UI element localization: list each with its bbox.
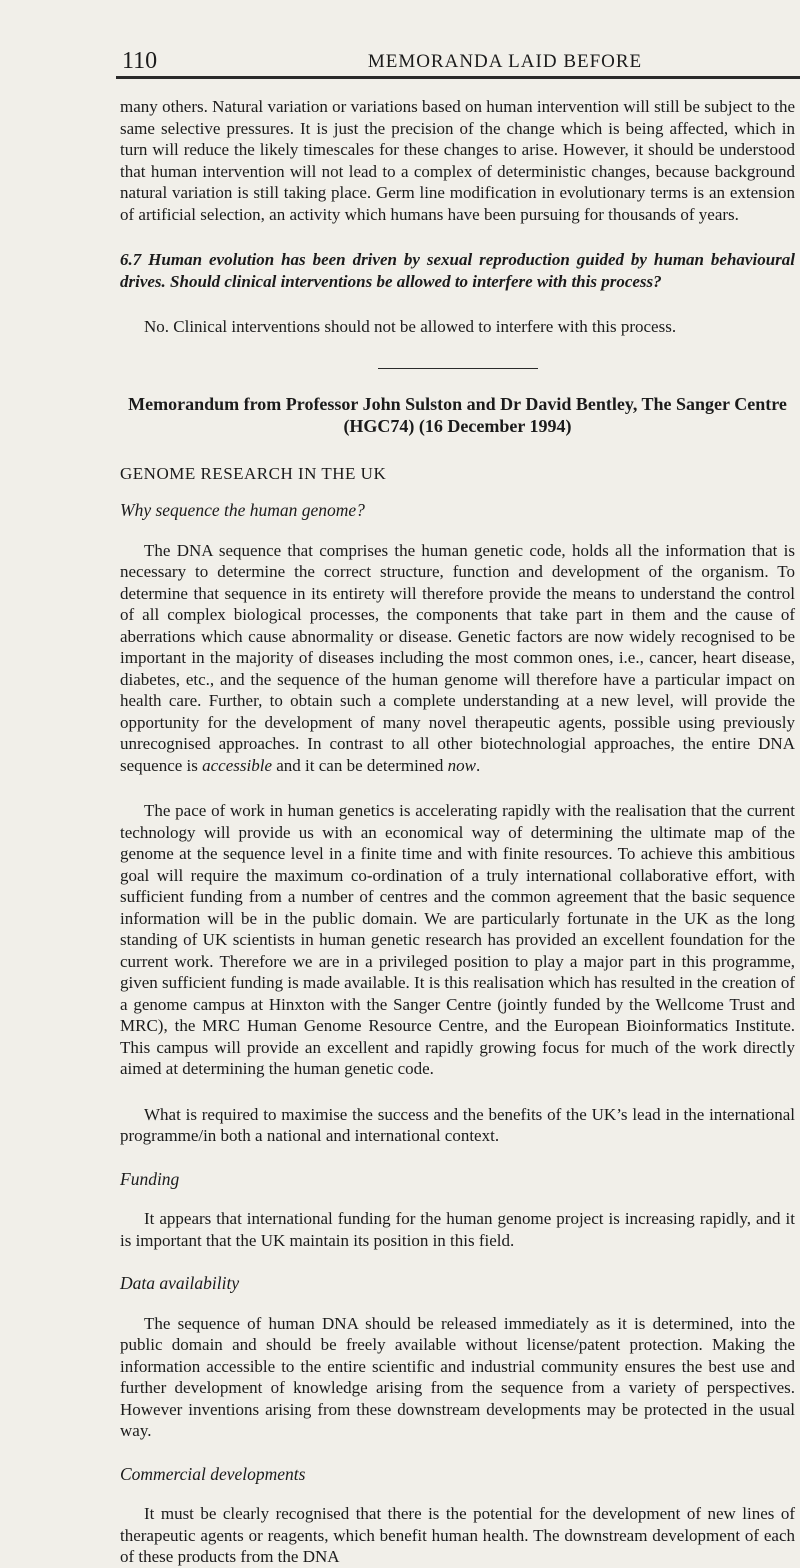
dna-text-end: . bbox=[475, 755, 481, 775]
subheading-why-sequence: Why sequence the human genome? bbox=[120, 500, 365, 520]
dna-text-mid: and it can be determined bbox=[272, 755, 448, 775]
section-separator bbox=[378, 368, 538, 369]
memorandum-title: Memorandum from Professor John Sulston and Dr David Bentley, The Sanger Centre (HGC74) (16 December 1994) bbox=[128, 393, 787, 436]
paragraph-funding: It appears that international funding for the human genome project is increasing rapidly, and it is important that the UK maintain its position in this field. bbox=[120, 1209, 795, 1250]
page-number: 110 bbox=[122, 48, 158, 74]
document-body bbox=[120, 96, 795, 1568]
paragraph-commercial-developments: It must be clearly recognised that there is the potential for the development of new lines of therapeutic agents or reagents, which benefit human health. The downstream development of each of these products from the DNA bbox=[120, 1504, 795, 1566]
paragraph-pace-of-work: The pace of work in human genetics is accelerating rapidly with the realisation that the current technology will provide us with an economical way of determining the ultimate map of the genome at the sequence level in a finite time and with finite resources. To achieve this ambitious goal will require the maximum co-ordination of a truly international collaborative effort, with sufficient funding from a number of centres and the common agreement that the basic sequence information will be in the public domain. We are particularly fortunate in the UK as the long standing of UK scientists in human genetic research has provided an excellent foundation for the current work. Therefore we are in a privileged position to play a major part in this programme, given sufficient funding is made available. It is this realisation which has resulted in the creation of a genome campus at Hinxton with the Sanger Centre (jointly funded by the Wellcome Trust and MRC), the MRC Human Genome Resource Centre, and the European Bioinformatics Institute. This campus will provide an excellent and rapidly growing focus for much of the work directly aimed at determining the human genetic code. bbox=[120, 801, 795, 1078]
subheading-commercial-developments: Commercial developments bbox=[120, 1463, 306, 1484]
question-6-7: 6.7 Human evolution has been driven by sexual reproduction guided by human behavioural drives. Should clinical interventions be allowed to interfere with this process? bbox=[120, 250, 795, 291]
subheading-data-availability: Data availability bbox=[120, 1273, 240, 1293]
answer-6-7: No. Clinical interventions should not be allowed to interfere with this process. bbox=[144, 317, 677, 336]
paragraph-continuation: many others. Natural variation or variations based on human intervention will still be subject to the same selective pressures. It is just the precision of the change which is being affected, which in turn will reduce the likely timescales for these changes to arise. However, it should be understood that human intervention will not lead to a complex of deterministic changes, because background natural variation is still taking place. Germ line modification in evolutionary terms is an extension of artificial selection, an activity which humans have been pursuing for thousands of years. bbox=[120, 97, 795, 224]
header-rule bbox=[116, 76, 800, 79]
dna-text-accessible: accessible bbox=[202, 755, 272, 775]
dna-text-now: now bbox=[447, 755, 476, 775]
paragraph-dna-sequence bbox=[120, 540, 795, 777]
paragraph-data-availability: The sequence of human DNA should be released immediately as it is determined, into the public domain and should be freely available without license/patent protection. Making the information accessible to the entire scientific and industrial community ensures the best use and further development of knowledge arising from the sequence from a variety of perspectives. However inventions arising from these downstream developments may be protected in the usual way. bbox=[120, 1313, 795, 1440]
page-header bbox=[0, 0, 800, 76]
running-head: MEMORANDA LAID BEFORE bbox=[367, 51, 643, 72]
paragraph-what-is-required: What is required to maximise the success and the benefits of the UK’s lead in the international programme/in both a national and international context. bbox=[120, 1104, 795, 1145]
section-heading: GENOME RESEARCH IN THE UK bbox=[120, 463, 387, 483]
subheading-funding: Funding bbox=[120, 1168, 180, 1189]
dna-text-main: The DNA sequence that comprises the human genetic code, holds all the information that is necessary to determine the correct structure, function and development of the organism. To determine that sequence in its entirety will therefore provide the means to understand the control of all complex biological processes, the components that take part in them and the cause of aberrations which cause abnormality or disease. Genetic factors are now widely recognised to be important in the majority of diseases including the most common ones, i.e., cancer, heart disease, diabetes, etc., and the sequence of the human genome will therefore have a particular impact on health care. Further, to obtain such a complete understanding at a new level, will provide the opportunity for the development of many novel therapeutic agents, possible using previously unrecognised approaches. In contrast to all other biotechnologial approaches, the entire DNA sequence is bbox=[120, 540, 795, 775]
